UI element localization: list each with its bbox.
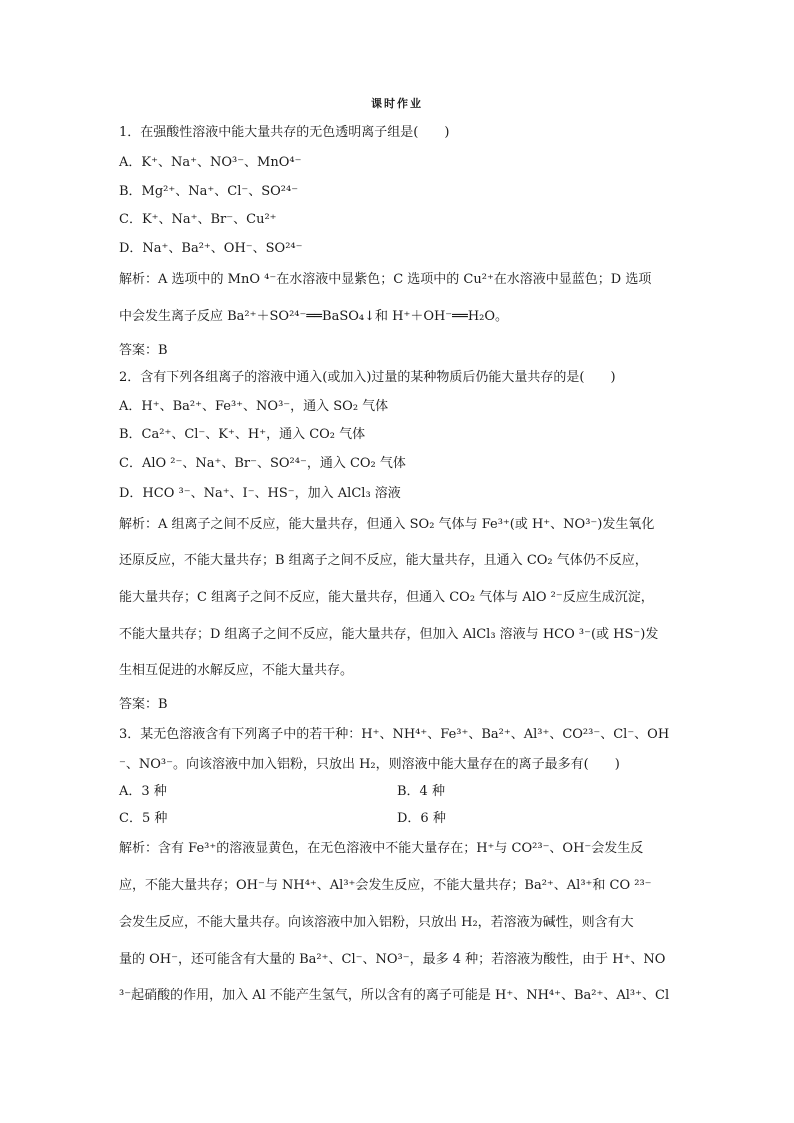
question-3-stem-cont: ⁻、NO³⁻。向该溶液中加入铝粉，只放出 H₂，则溶液中能大量存在的离子最多有( ): [119, 757, 620, 772]
question-1-stem: 1．在强酸性溶液中能大量共存的无色透明离子组是( ): [119, 125, 450, 140]
page-title: 课时作业: [371, 97, 423, 110]
question-2-option-b: B．Ca²⁺、Cl⁻、K⁺、H⁺，通入 CO₂ 气体: [119, 427, 366, 442]
question-3-analysis-5: ³⁻起硝酸的作用，加入 Al 不能产生氢气，所以含有的离子可能是 H⁺、NH⁴⁺、Ba²⁺、Al³⁺、Cl: [119, 988, 670, 1003]
question-3-stem: 3．某无色溶液含有下列离子中的若干种：H⁺、NH⁴⁺、Fe³⁺、Ba²⁺、Al³⁺、CO²³⁻、Cl⁻、OH: [119, 727, 670, 742]
question-2-analysis-2: 还原反应，不能大量共存；B 组离子之间不反应，能大量共存，且通入 CO₂ 气体仍不反应，: [119, 553, 648, 568]
question-2-analysis-3: 能大量共存；C 组离子之间不反应，能大量共存，但通入 CO₂ 气体与 AlO ²⁻反应生成沉淀，: [119, 590, 654, 605]
question-2-analysis: 解析：A 组离子之间不反应，能大量共存，但通入 SO₂ 气体与 Fe³⁺(或 H⁺、NO³⁻)发生氧化: [119, 517, 655, 532]
question-3-option-c: C．5 种: [119, 811, 168, 826]
question-2-option-c: C．AlO ²⁻、Na⁺、Br⁻、SO²⁴⁻，通入 CO₂ 气体: [119, 456, 406, 471]
question-1-analysis-cont: 中会发生离子反应 Ba²⁺＋SO²⁴⁻══BaSO₄↓和 H⁺＋OH⁻══H₂O。: [119, 309, 509, 324]
question-2-option-d: D．HCO ³⁻、Na⁺、I⁻、HS⁻，加入 AlCl₃ 溶液: [119, 486, 401, 501]
question-3-analysis-3: 会发生反应，不能大量共存。向该溶液中加入铝粉，只放出 H₂，若溶液为碱性，则含有大: [119, 915, 634, 930]
question-1-option-a: A．K⁺、Na⁺、NO³⁻、MnO⁴⁻: [119, 155, 302, 170]
question-3-analysis-4: 量的 OH⁻，还可能含有大量的 Ba²⁺、Cl⁻、NO³⁻，最多 4 种；若溶液为酸性，由于 H⁺、NO: [119, 952, 666, 967]
question-1-analysis: 解析：A 选项中的 MnO ⁴⁻在水溶液中显紫色；C 选项中的 Cu²⁺在水溶液中显蓝色；D 选项: [119, 272, 652, 287]
question-2-analysis-5: 生相互促进的水解反应，不能大量共存。: [119, 663, 354, 678]
question-3-option-d: D．6 种: [397, 811, 446, 826]
question-2-option-a: A．H⁺、Ba²⁺、Fe³⁺、NO³⁻，通入 SO₂ 气体: [119, 399, 389, 414]
question-1-option-c: C．K⁺、Na⁺、Br⁻、Cu²⁺: [119, 212, 277, 227]
question-1-answer: 答案：B: [119, 343, 168, 358]
question-3-option-b: B．4 种: [397, 784, 445, 799]
question-3-analysis: 解析：含有 Fe³⁺的溶液显黄色，在无色溶液中不能大量存在；H⁺与 CO²³⁻、OH⁻会发生反: [119, 841, 644, 856]
question-2-stem: 2．含有下列各组离子的溶液中通入(或加入)过量的某种物质后仍能大量共存的是( ): [119, 370, 616, 385]
question-3-option-a: A．3 种: [119, 784, 167, 799]
question-2-analysis-4: 不能大量共存；D 组离子之间不反应，能大量共存，但加入 AlCl₃ 溶液与 HCO ³⁻(或 HS⁻)发: [119, 627, 659, 642]
question-1-option-d: D．Na⁺、Ba²⁺、OH⁻、SO²⁴⁻: [119, 241, 303, 256]
question-1-option-b: B．Mg²⁺、Na⁺、Cl⁻、SO²⁴⁻: [119, 184, 299, 199]
question-2-answer: 答案：B: [119, 697, 168, 712]
question-3-analysis-2: 应，不能大量共存；OH⁻与 NH⁴⁺、Al³⁺会发生反应，不能大量共存；Ba²⁺、Al³⁺和 CO ²³⁻: [119, 878, 652, 893]
